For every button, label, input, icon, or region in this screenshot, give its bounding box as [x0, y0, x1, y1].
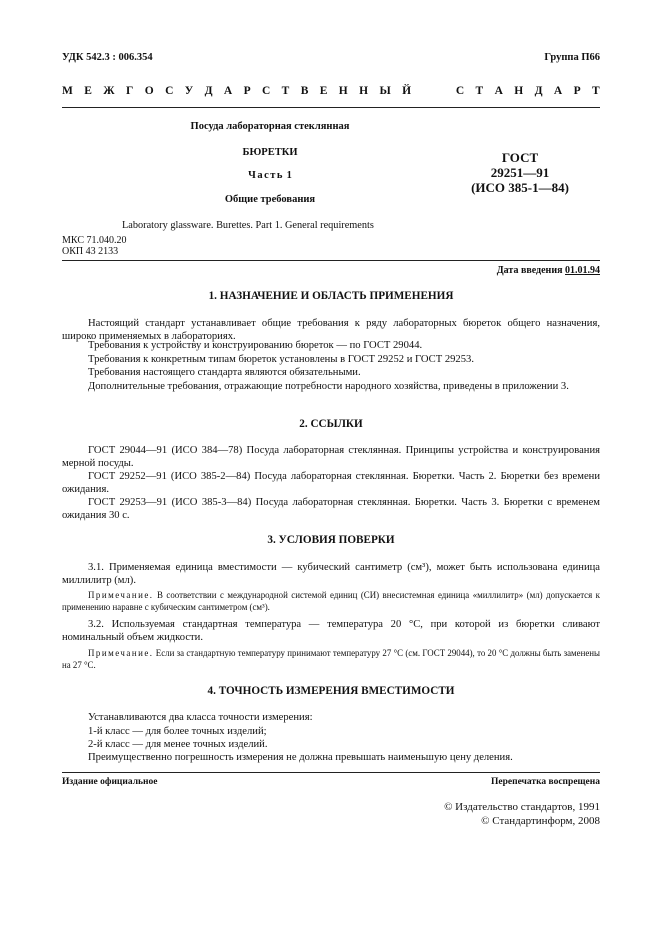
footer-rule [62, 772, 600, 773]
s4-paragraph: Преимущественно погрешность измерения не должна превышать наименьшую цену деления. [88, 752, 513, 763]
title-line-1: Посуда лабораторная стеклянная [190, 121, 350, 132]
heading-letter: С [261, 85, 271, 97]
mks-code: МКС 71.040.20 [62, 235, 127, 246]
heading-letter: А [553, 85, 563, 97]
s4-paragraph: 2-й класс — для менее точных изделий. [88, 739, 268, 750]
official-edition: Издание официальное [62, 777, 158, 787]
reference-item: ГОСТ 29252—91 (ИСО 385-2—84) Посуда лабораторная стеклянная. Бюретки. Часть 2. Бюретки без времени ожидания. [62, 471, 600, 496]
copyright-2008: © Стандартинформ, 2008 [481, 815, 600, 827]
heading-letter: Р [573, 85, 581, 97]
heading-letter: А [223, 85, 233, 97]
heading-letter: Г [126, 85, 134, 97]
note-1 [62, 589, 600, 613]
gost-number-block [440, 150, 600, 195]
gost-number: 29251—91 [490, 165, 550, 180]
title-rule [62, 260, 600, 261]
heading-letter: А [494, 85, 503, 97]
section-1-title: 1. НАЗНАЧЕНИЕ И ОБЛАСТЬ ПРИМЕНЕНИЯ [208, 290, 454, 302]
heading-letter: Ы [379, 85, 391, 97]
heading-letter: Е [84, 85, 92, 97]
section-3-title: 3. УСЛОВИЯ ПОВЕРКИ [267, 534, 395, 546]
note-text: В соответствии с международной системой единиц (СИ) внесистемная единица «миллилитр» (мл) допускается к применению наравне с кубическим сантиметром (см³). [62, 590, 600, 612]
s4-paragraph: 1-й класс — для более точных изделий; [88, 726, 267, 737]
heading-letter: У [184, 85, 194, 97]
s1-paragraph: Настоящий стандарт устанавливает общие требования к ряду лабораторных бюреток общего назначения, широко применяемых в лабораториях. [62, 318, 600, 343]
title-line-4: Общие требования [224, 194, 316, 205]
heading-letter: Т [591, 85, 600, 97]
heading-letter: Н [514, 85, 524, 97]
s1-paragraph: Требования к устройству и конструированию бюреток — по ГОСТ 29044. [88, 340, 423, 351]
heading-letter: О [144, 85, 154, 97]
heading-letter: Т [475, 85, 484, 97]
reprint-prohibited: Перепечатка воспрещена [490, 777, 600, 787]
heading-letter: В [300, 85, 309, 97]
heading-letter: Е [319, 85, 328, 97]
heading-letter: Д [204, 85, 213, 97]
introduction-date [497, 265, 600, 276]
note-text: Если за стандартную температуру принимают температуру 27 °С (см. ГОСТ 29044), то 20 °С должны быть заменены на 27 °С. [62, 648, 600, 670]
heading-letter: Д [534, 85, 543, 97]
udk-code: УДК 542.3 : 006.354 [62, 52, 153, 63]
heading-letter: С [165, 85, 174, 97]
reference-item: ГОСТ 29253—91 (ИСО 385-3—84) Посуда лабораторная стеклянная. Бюретки. Часть 3. Бюретки с временем ожидания 30 с. [62, 497, 600, 522]
clause-3-1: 3.1. Применяемая единица вместимости — кубический сантиметр (см³), может быть использована единица миллилитр (мл). [62, 562, 600, 587]
copyright-1991: © Издательство стандартов, 1991 [444, 801, 600, 813]
heading-letter: Т [281, 85, 290, 97]
intro-date-label: Дата введения [496, 265, 563, 276]
heading-letter: М [62, 85, 73, 97]
heading-letter: Й [402, 85, 412, 97]
english-title: Laboratory glassware. Burettes. Part 1. General requirements [122, 220, 374, 231]
part-number: 1 [286, 170, 292, 181]
group-code: Группа П66 [544, 52, 600, 63]
heading-gap [422, 85, 444, 97]
reference-item: ГОСТ 29044—91 (ИСО 384—78) Посуда лабораторная стеклянная. Принципы устройства и конструирования мерной посуды. [62, 445, 600, 470]
s1-paragraph: Требования настоящего стандарта являются обязательными. [88, 367, 361, 378]
section-2-title: 2. ССЫЛКИ [299, 418, 363, 430]
gost-label: ГОСТ [501, 150, 539, 165]
part-word: Часть [248, 170, 284, 181]
note-label: Примечание. [88, 590, 154, 600]
intro-date-value: 01.01.94 [565, 265, 600, 276]
section-4-title: 4. ТОЧНОСТЬ ИЗМЕРЕНИЯ ВМЕСТИМОСТИ [207, 685, 455, 697]
heading-letter: Р [243, 85, 251, 97]
okp-code: ОКП 43 2133 [62, 246, 119, 257]
heading-letter: С [455, 85, 465, 97]
title-part [120, 170, 420, 181]
heading-letter: Н [359, 85, 369, 97]
note-label: Примечание. [88, 648, 154, 658]
iso-number: (ИСО 385-1—84) [471, 180, 569, 195]
heading-letter: Н [338, 85, 348, 97]
s1-paragraph: Требования к конкретным типам бюреток установлены в ГОСТ 29252 и ГОСТ 29253. [88, 354, 474, 365]
s1-paragraph: Дополнительные требования, отражающие потребности народного хозяйства, приведены в приложении 3. [88, 381, 569, 392]
title-line-2: БЮРЕТКИ [242, 147, 298, 158]
note-2 [62, 647, 600, 671]
heading-letter: Ж [103, 85, 115, 97]
clause-3-2: 3.2. Используемая стандартная температура — температура 20 °С, при которой из бюретки сливают номинальный объем жидкости. [62, 619, 600, 644]
header-rule [62, 107, 600, 108]
interstate-standard-heading [62, 85, 600, 97]
s4-paragraph: Устанавливаются два класса точности измерения: [88, 712, 313, 723]
